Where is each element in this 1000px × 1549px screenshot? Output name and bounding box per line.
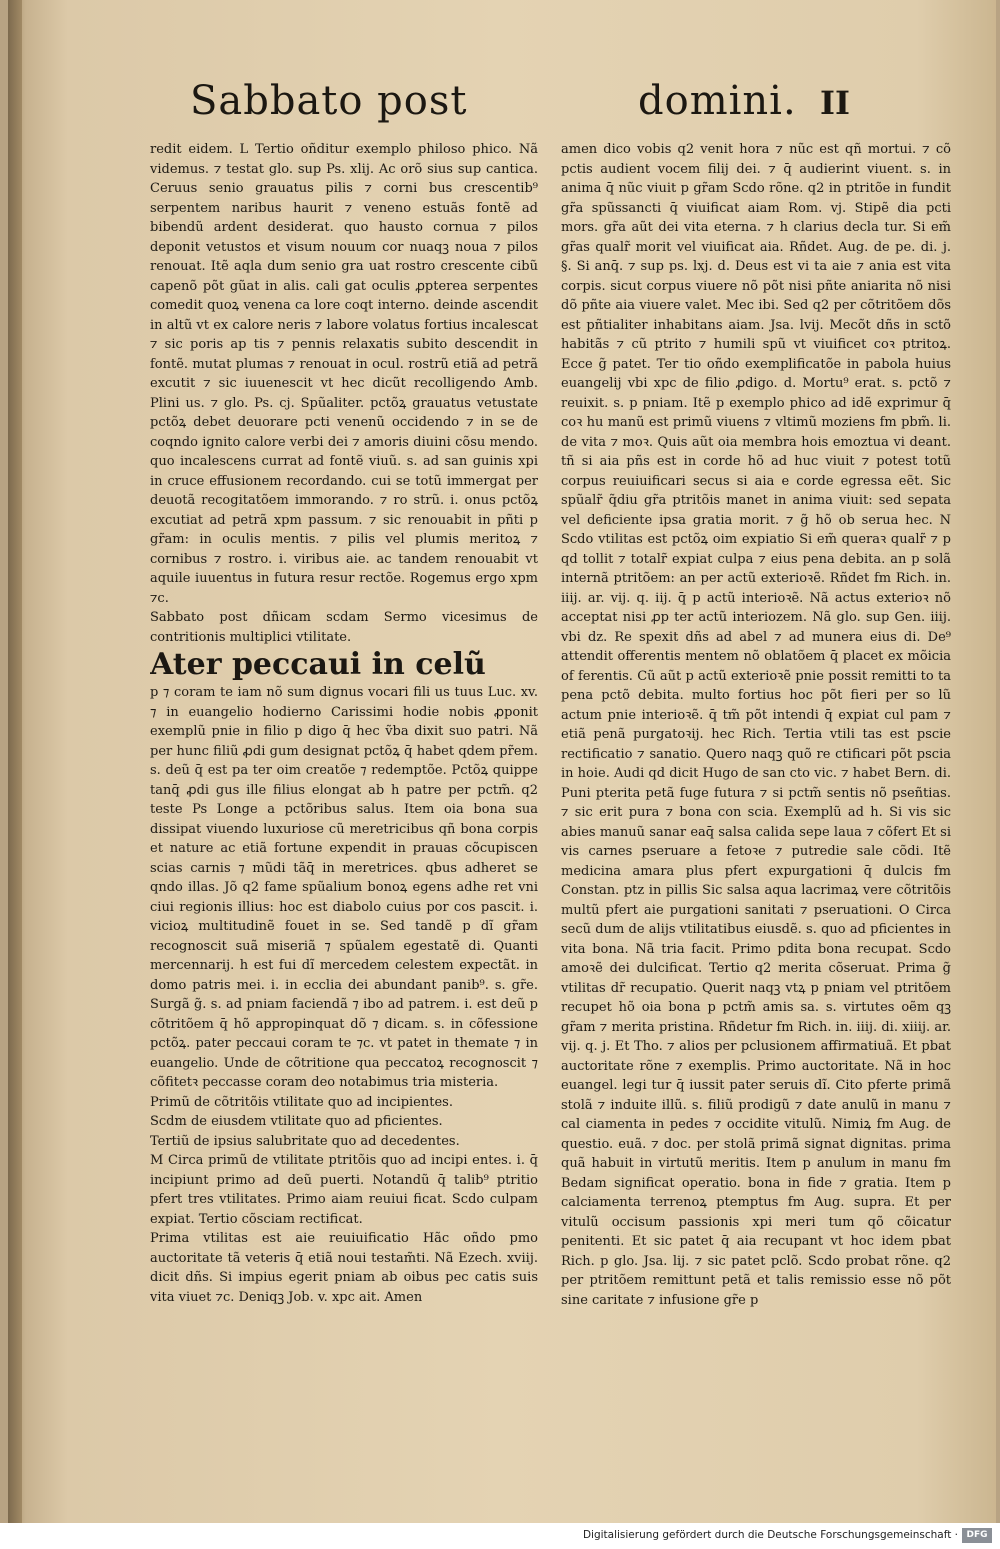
book-gutter [8, 0, 22, 1523]
folio-number: II [820, 84, 850, 122]
footer-bar [0, 1523, 1000, 1549]
paragraph: M Circa primũ de vtilitate ptritõis quo ad incipi entes. i. q̄ incipiunt primo ad deũ puerti. Notandũ q̄ talib⁹ ptritio pfert tres vtilitates. Primo aiam reuiui ficat. Scdo culpam expiat. Tertio cõsciam rectificat. [150, 1153, 538, 1227]
paragraph: redit eidem. L Tertio oñditur exemplo philoso phico. Nã videmus. ⁊ testat glo. sup Ps. xlij. Ac orõ sius sup cantica. Ceruus senio grauatus pilis ⁊ corni bus crescentib⁹ serpentem naribus haurit ⁊ veneno estuãs fontẽ ad bibendũ ardent desiderat. quo hausto cornua ⁊ pilos deponit vetustos et visum nouum cor nuaqꝫ noua ⁊ pilos renouat. Itẽ aqla dum senio gra uat rostro crescente cibũ capenõ põt gũat in alis. cali gat oculis ꝓpterea serpentes comedit quoꝝ venena ca lore coqt interno. deinde ascendit in altũ vt ex calore neris ⁊ labore volatus fortius incalescat ⁊ sic poris ap tis ⁊ pennis relaxatis subito descendit in fontẽ. mutat plumas ⁊ renouat in ocul. rostrũ etiã ad petrã excutit ⁊ sic iuuenescit vt hec dicũt recolligendo Amb. Plini us. ⁊ glo. Ps. cj. Spũaliter. pctõꝝ grauatus vetustate pctõꝝ debet deuorare pcti venenũ occidendo ⁊ in se de coqndo ignito calore verbi dei ⁊ amoris diuini cõsu mendo. quo incalescens currat ad fontẽ viuũ. s. ad san guinis xpi in cruce effusionem recordando. cui se totũ immergat per deuotã recogitatõem immorando. ⁊ ro strũ. i. onus pctõꝝ excutiat ad petrã xpm passum. ⁊ sic renouabit in pñti p gr̃am: in oculis mentis. ⁊ pilis vel plumis meritoꝝ ⁊ cornibus ⁊ rostro. i. viribus aie. ac tandem renouabit vt aquile iuuentus in futura resur rectõe. Rogemus ergo xpm ⁊c. [150, 142, 538, 606]
left-column [150, 140, 538, 1307]
right-column [561, 140, 951, 1310]
paragraph: p ⁊ coram te iam nõ sum dignus vocari fili us tuus Luc. xv. ⁊ in euangelio hodierno Carissimi hodie nobis ꝓponit exemplũ pnie in filio p digo q̄ hec ṽba dixit suo patri. Nã per hunc filiũ ꝓdi gum designat pctõꝝ q̄ habet qdem pr̃em. s. deũ q̄ est pa ter oim creatõe ⁊ redemptõe. Pctõꝝ quippe tanq̄ ꝓdi gus ille filius elongat ab h patre per pctm̃. q2 teste Ps Longe a pctõribus salus. Item oia bona sua dissipat viuendo luxuriose cũ meretricibus qñ bona corpis et nature ac etiã fortune expendit in prauas cõcupiscen scias carnis ⁊ mũdi tãq̄ in meretrices. qbus adheret se qndo illas. Jõ q2 fame spũalium bonoꝝ egens adhe ret vni ciui regionis illius: hoc est diabolo cuius por cos pascit. i. vicioꝝ multitudinẽ fouet in se. Sed tandẽ p dĩ gr̃am recognoscit suã miseriã ⁊ spũalem egestatẽ di. Quanti mercennarij. h est fui dĩ mercedem celestem expectãt. in domo patris mei. i. in ecclia dei abundant panib⁹. s. gr̃e. Surgã g̃. s. ad pniam faciendã ⁊ ibo ad patrem. i. est deũ p cõtritõem q̄ hõ appropinquat dõ ⁊ dicam. s. in cõfessione pctõꝝ. pater peccaui coram te ⁊c. vt patet in themate ⁊ in euangelio. Unde de cõtritione qua peccatoꝝ recognoscit ⁊ cõfitetꝛ peccasse coram deo notabimus tria misteria. [150, 685, 538, 1090]
sermon-heading: Sabbato post dñicam scdam Sermo vicesimus de contritionis multiplici vtilitate. [150, 610, 538, 645]
paragraph: Prima vtilitas est aie reuiuificatio Hãc oñdo pmo auctoritate tã veteris q̄ etiã noui testam̃ti. Nã Ezech. xviij. dicit dñs. Si impius egerit pniam ab oibus pec catis suis vita viuet ⁊c. Deniqꝫ Job. v. xpc ait. Amen [150, 1231, 538, 1305]
running-header [0, 78, 1000, 138]
sermon-title: Ater peccaui in celũ [150, 647, 486, 682]
funding-credit: Digitalisierung gefördert durch die Deutsche Forschungsgemeinschaft · [582, 1529, 958, 1541]
header-right: domini. [638, 78, 797, 124]
list-item: Tertiũ de ipsius salubritate quo ad decedentes. [150, 1133, 460, 1149]
paragraph: amen dico vobis q2 venit hora ⁊ nũc est qñ mortui. ⁊ cõ pctis audient vocem filij dei. ⁊ q̄ audierint viuent. s. in anima q̄ nũc viuit p gr̃am Scdo rõne. q2 in ptritõe in fundit gr̃a spũssancti q̄ viuificat aiam Rom. vj. Stipẽ dia pcti mors. gr̃a aũt dei vita eterna. ⁊ h clarius decla tur. Si em̃ gr̃as qualr̃ morit vel viuificat aia. Rñdet. Aug. de pe. di. j. §. Si anq̄. ⁊ sup ps. lxj. d. Deus est vi ta aie ⁊ ania est vita corpis. sicut corpus viuere nõ põt nisi pñte aniarita nõ nisi dõ pñte aia viuere valet. Mec ibi. Sed q2 per cõtritõem dõs est pñtialiter inhabitans aiam. Jsa. lvij. Mecõt dñs in sctõ habitãs ⁊ cũ ptrito ⁊ humili spũ vt viuificet coꝛ ptritoꝝ. Ecce g̃ patet. Ter tio oñdo exemplificatõe in pabola huius euangelij vbi xpc de filio ꝓdigo. d. Mortu⁹ erat. s. pctõ ⁊ reuixit. s. p pniam. Itẽ p exemplo phico ad idẽ exprimur q̄ coꝛ hu manũ est primũ viuens ⁊ vltimũ moziens fm pbm̃. li. de vita ⁊ moꝛ. Quis aũt oia membra hois emoztua vi deant. tñ si aia pñs est in corde hõ ad huc viuit ⁊ potest totũ corpus reuiuificari secus si aia e corde egressa eẽt. Sic spũalr̃ q̃diu gr̃a ptritõis manet in anima viuit: sed sepata vel deficiente ipsa gratia morit. ⁊ g̃ hõ ob serua hec. N Scdo vtilitas est pctõꝝ oim expiatio Si em̃ queraꝛ qualr̃ ⁊ p qd tollit ⁊ totalr̃ expiat culpa ⁊ eius pena debita. an p solã internã ptritõem: an per actũ exterioꝛẽ. Rñdet fm Rich. in. iiij. ar. vij. q. iij. q̄ p actũ interioꝛẽ. Nã actus exterioꝛ nõ acceptat nisi ꝓp ter actũ interiozem. Nã glo. sup Gen. iiij. vbi dz. Re spexit dñs ad abel ⁊ ad munera eius di. De⁹ attendit offerentis mentem nõ oblatõem q̄ placet ex mõicia of ferentis. Cũ aũt p actũ exterioꝛẽ pnie possit remitti to ta pena pctõ debita. multo fortius hoc põt fieri per so lũ actum pnie interioꝛẽ. q̄ tm̃ põt intendi q̄ expiat cul pam ⁊ etiã penã purgatoꝛij. hec Rich. Tertia vtili tas est pscie rectificatio ⁊ sanatio. Quero naqꝫ quõ re ctificari põt pscia in hoie. Audi qd dicit Hugo de san cto vic. ⁊ habet Bern. di. Puni pterita petã fuge futura ⁊ si pctm̃ sentis nõ pseñtias. ⁊ sic erit pura ⁊ bona con scia. Exemplũ ad h. Si vis sic abies manuũ sanar eaq̄ salsa calida sepe laua ⁊ cõfert Et si vis carnes pseruare a fetoꝛe ⁊ putredie sale cõdi. Itẽ medicina amara plus pfert expurgationi q̄ dulcis fm Constan. ptz in pillis Sic salsa aqua lacrimaꝝ vere cõtritõis multũ pfert aie purgationi sanitati ⁊ pseruationi. O Circa secũ dum de alijs vtilitatibus eiusdẽ. s. quo ad pficientes in vita bona. Nã tria facit. Primo pdita bona recupat. Scdo amoꝛẽ dei dulcificat. Tertio q2 merita cõseruat. Prima g̃ vtilitas dr̃ recupatio. Querit naqꝫ vtꝝ p pniam vel ptritõem recupet hõ oia bona p pctm̃ amis sa. s. virtutes oẽm qꝫ gr̃am ⁊ merita pristina. Rñdetur fm Rich. in. iiij. di. xiiij. ar. vij. q. j. Et Tho. ⁊ alios per pclusionem affirmatiuã. Et pbat auctoritate rõne ⁊ exemplis. Primo auctoritate. Nã in hoc euangel. legi tur q̄ iussit pater seruis dĩ. Cito pferte primã stolã ⁊ induite illũ. s. filiũ prodigũ ⁊ date anulũ in manu ⁊ cal ciamenta in pedes ⁊ occidite vitulũ. Nimiꝝ fm Aug. de questio. euã. ⁊ doc. per stolã primã signat dignitas. prima quã habuit in virtutũ meritis. Item p anulum in manu fm Bedam significat operatio. bona in fide ⁊ gratia. Item p calciamenta terrenoꝝ ptemptus fm Aug. supra. Et per vitulũ occisum passionis xpi meri tum qõ cõicatur penitenti. Et sic patet q̄ aia recupant vt hoc idem pbat Rich. p glo. Jsa. lij. ⁊ sic patet pclõ. Scdo probat rõne. q2 per ptritõem remittunt petã et talis remissio esse nõ põt sine caritate ⁊ infusione gr̃e p [561, 142, 951, 1308]
list-item: Scdm de eiusdem vtilitate quo ad pficientes. [150, 1114, 443, 1129]
header-left: Sabbato post [190, 78, 468, 124]
dfg-logo-icon: DFG [962, 1528, 992, 1543]
list-item: Primũ de cõtritõis vtilitate quo ad incipientes. [150, 1094, 453, 1110]
